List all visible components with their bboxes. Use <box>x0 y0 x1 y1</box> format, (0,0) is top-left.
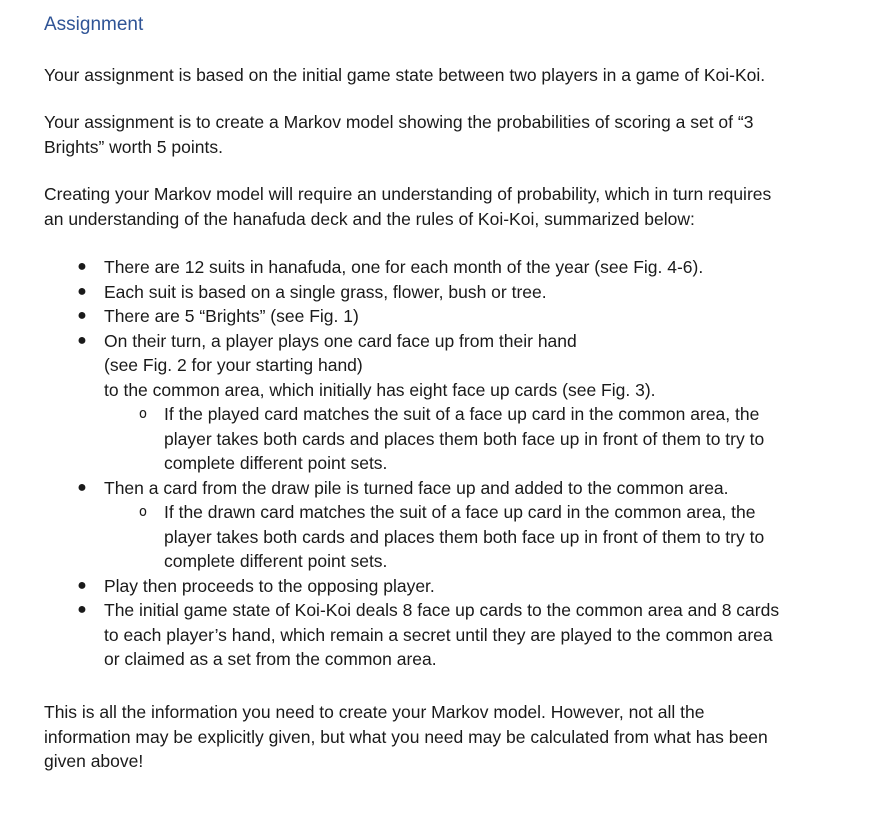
task-paragraph <box>44 110 844 159</box>
rule-text: On their turn, a player plays one card face up from their hand <box>104 330 577 351</box>
rule-item-plants <box>44 280 844 305</box>
intro-paragraph <box>44 63 844 88</box>
text-line: given above! <box>44 751 144 771</box>
rule-text: If the played card matches the suit of a face up card in the common area, the <box>164 404 760 424</box>
text-line: Your assignment is to create a Markov model showing the probabilities of scoring a set of “3 <box>44 112 754 132</box>
rules-list <box>44 255 844 672</box>
bullet-icon: ● <box>77 601 87 618</box>
rule-item-proceed <box>44 574 844 599</box>
rule-text: If the drawn card matches the suit of a face up card in the common area, the <box>164 502 756 522</box>
rule-text: player takes both cards and places them both face up in front of them to try to <box>164 526 765 547</box>
rule-text: complete different point sets. <box>164 551 388 571</box>
rule-text: or claimed as a set from the common area. <box>104 649 437 669</box>
rule-text: to each player’s hand, which remain a secret until they are played to the common area <box>104 624 773 645</box>
text-line: Your assignment is based on the initial game state between two players in a game of Koi-Koi. <box>44 65 766 85</box>
closing-paragraph <box>44 700 844 774</box>
text-line: Brights” worth 5 points. <box>44 136 223 157</box>
rule-text: Each suit is based on a single grass, flower, bush or tree. <box>104 281 547 302</box>
bullet-icon: ● <box>77 576 87 594</box>
rule-item-draw <box>44 476 844 501</box>
bullet-icon: ● <box>77 478 87 496</box>
rule-subitem-played-match <box>44 402 844 476</box>
rule-text: to the common area, which initially has eight face up cards (see Fig. 3). <box>104 379 656 400</box>
bullet-icon: ● <box>77 258 87 275</box>
rule-text: There are 12 suits in hanafuda, one for each month of the year (see Fig. 4-6). <box>104 257 704 277</box>
text-line: information may be explicitly given, but what you need may be calculated from what has been <box>44 726 768 747</box>
context-paragraph <box>44 182 844 231</box>
rule-item-brights <box>44 304 844 329</box>
text-line: Creating your Markov model will require an understanding of probability, which in turn requires <box>44 184 772 204</box>
rule-item-initial-state <box>44 598 844 672</box>
rule-text: complete different point sets. <box>164 453 388 473</box>
rule-text: Then a card from the draw pile is turned face up and added to the common area. <box>104 477 729 498</box>
bullet-icon: ● <box>77 331 87 349</box>
rule-text: player takes both cards and places them both face up in front of them to try to <box>164 428 765 449</box>
rule-text: (see Fig. 2 for your starting hand) <box>104 355 363 375</box>
text-line: This is all the information you need to create your Markov model. However, not all the <box>44 702 705 722</box>
sub-bullet-icon: o <box>138 504 148 520</box>
rule-text: Play then proceeds to the opposing player. <box>104 575 435 596</box>
rule-item-turn <box>44 329 844 403</box>
text-line: an understanding of the hanafuda deck and the rules of Koi-Koi, summarized below: <box>44 208 695 229</box>
rule-subitem-drawn-match <box>44 500 844 574</box>
rule-item-suits <box>44 255 844 280</box>
sub-bullet-icon: o <box>138 406 148 422</box>
rule-text: There are 5 “Brights” (see Fig. 1) <box>104 306 359 326</box>
bullet-icon: ● <box>77 282 87 300</box>
bullet-icon: ● <box>77 307 87 324</box>
assignment-heading: Assignment <box>44 14 144 35</box>
rule-text: The initial game state of Koi-Koi deals 8 face up cards to the common area and 8 cards <box>104 600 780 620</box>
